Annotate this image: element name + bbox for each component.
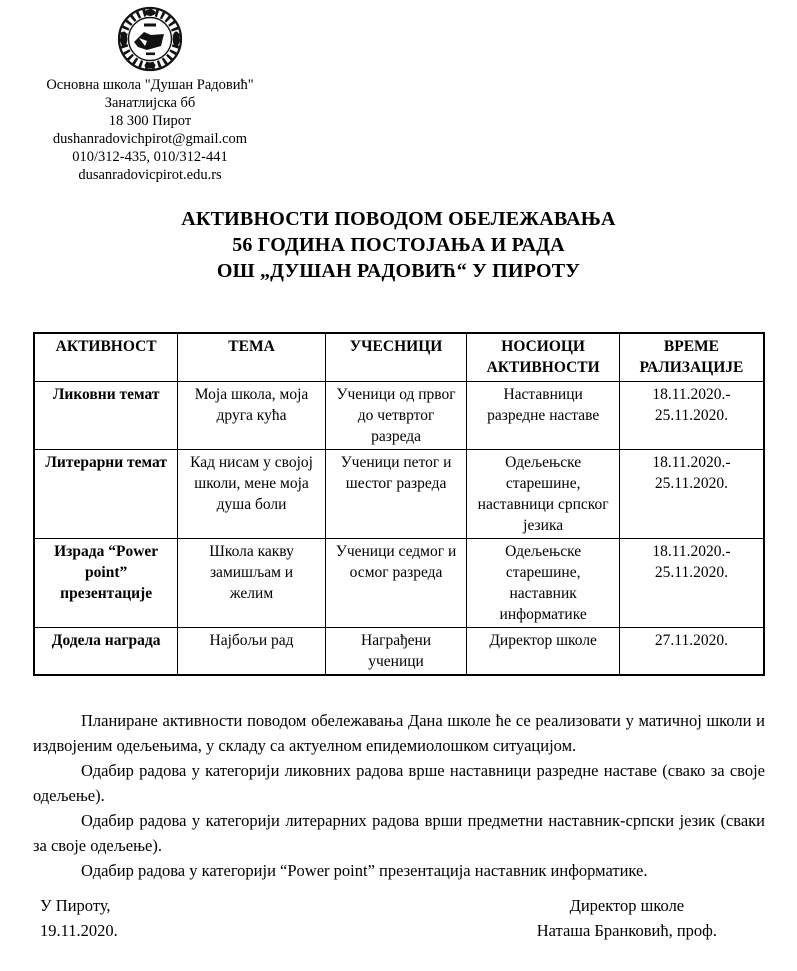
cell-theme: Најбољи рад [178,627,325,675]
title-line-1: АКТИВНОСТИ ПОВОДОМ ОБЕЛЕЖАВАЊА [181,208,616,230]
school-website: dusanradovicpirot.edu.rs [78,167,222,183]
table-row [34,538,764,627]
cell-participants: Ученици петог и шестог разреда [325,449,467,538]
cell-holders: Одељењске старешине, наставник информатике [467,538,620,627]
school-street: Занатлијска бб [104,95,196,111]
body-text [33,708,765,883]
title-line-2: 56 ГОДИНА ПОСТОЈАЊА И РАДА [232,234,565,256]
cell-activity: Литерарни темат [34,449,178,538]
school-phones: 010/312-435, 010/312-441 [72,149,228,165]
cell-holders: Наставници разредне наставе [467,381,620,449]
cell-participants: Ученици од првог до четвртог разреда [325,381,467,449]
place-date-block [40,893,118,943]
cell-participants: Награђени ученици [325,627,467,675]
cell-holders: Одељењске старешине, наставници српског језика [467,449,620,538]
table-row [34,627,764,675]
school-email: dushanradovichpirot@gmail.com [52,131,248,147]
table-row [34,449,764,538]
cell-theme: Школа какву замишљам и желим [178,538,325,627]
header-holders: НОСИОЦИ АКТИВНОСТИ [467,333,620,381]
place-line: У Пироту, [40,895,111,915]
letterhead [0,0,300,184]
cell-activity: Ликовни темат [34,381,178,449]
document-title [0,206,797,284]
paragraph-plan: Планиране активности поводом обележавања Дана школе ће се реализовати у матичној школи и издвојеним одељењима, у складу са актуелном епидемиолошком ситуацијом. [33,710,765,755]
director-signature-block [537,893,717,943]
table-row [34,381,764,449]
paragraph-art-selection: Одабир радова у категорији ликовних радова врше наставници разредне наставе (свако за своје одељење). [33,760,765,805]
header-participants: УЧЕСНИЦИ [325,333,467,381]
title-line-3: ОШ „ДУШАН РАДОВИЋ“ У ПИРОТУ [216,260,581,282]
cell-activity: Израда “Power point” презентације [34,538,178,627]
cell-time: 18.11.2020.- 25.11.2020. [619,449,764,538]
header-activity: АКТИВНОСТ [34,333,178,381]
header-time: ВРЕМЕ РАЛИЗАЦИЈЕ [619,333,764,381]
activities-table [33,332,765,676]
cell-time: 27.11.2020. [619,627,764,675]
signature-row [0,893,797,943]
signature-title: Директор школе [569,895,685,915]
header-theme: ТЕМА [178,333,325,381]
cell-theme: Кад нисам у својој школи, мене моја душа боли [178,449,325,538]
paragraph-literary-selection: Одабир радова у категорији литерарних радова врши предметни наставник-српски језик (сваки за своје одељење). [33,810,765,855]
school-city: 18 300 Пирот [108,113,192,129]
table-header-row [34,333,764,381]
paragraph-powerpoint-selection: Одабир радова у категорији “Power point” презентација наставник информатике. [81,860,648,880]
cell-holders: Директор школе [467,627,620,675]
cell-time: 18.11.2020.- 25.11.2020. [619,538,764,627]
cell-activity: Додела награда [34,627,178,675]
cell-participants: Ученици седмог и осмог разреда [325,538,467,627]
signature-name: Наташа Бранковић, проф. [536,920,717,940]
date-line: 19.11.2020. [40,920,118,940]
school-contact-block [0,76,300,184]
cell-theme: Моја школа, моја друга кућа [178,381,325,449]
school-name: Основна школа "Душан Радовић" [46,77,254,93]
cell-time: 18.11.2020.- 25.11.2020. [619,381,764,449]
school-emblem-icon [0,6,300,72]
